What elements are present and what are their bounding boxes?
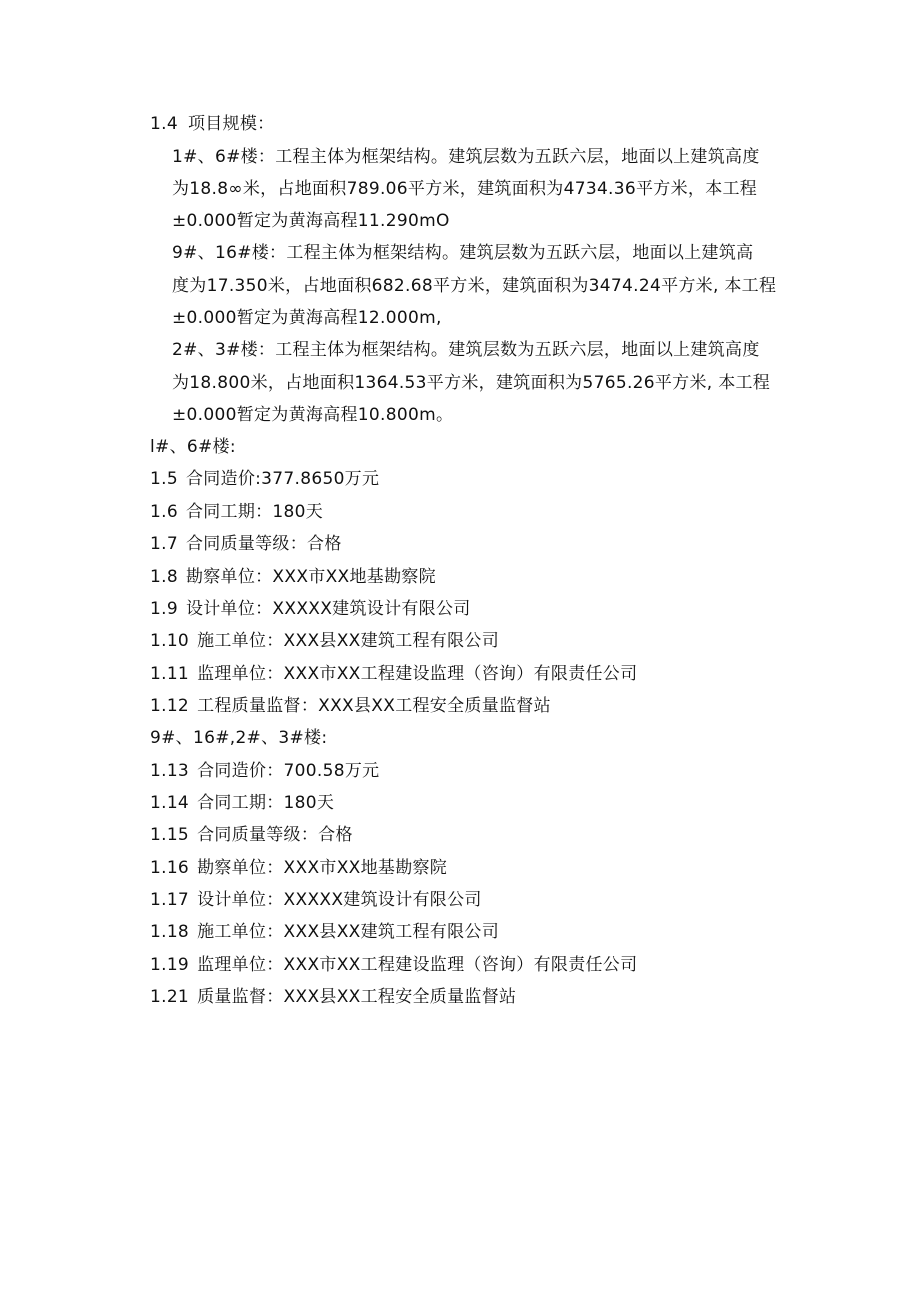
item-text: 设计单位：XXXXX建筑设计有限公司 xyxy=(197,890,482,910)
section-number: 1.4 xyxy=(150,114,178,134)
item-number: 1.21 xyxy=(150,987,190,1007)
item-number: 1.19 xyxy=(150,955,190,975)
building-9-16-line-2: 度为17.350米，占地面积682.68平方米，建筑面积为3474.24平方米, 本工程 xyxy=(172,276,777,296)
building-9-16-line-1: 9#、16#楼：工程主体为框架结构。建筑层数为五跃六层，地面以上建筑高 xyxy=(172,243,754,263)
item-text: 合同质量等级：合格 xyxy=(185,534,342,554)
item-number: 1.13 xyxy=(150,761,190,781)
list-item xyxy=(150,500,323,524)
item-number: 1.8 xyxy=(150,567,178,587)
list-item xyxy=(150,662,637,686)
list-item xyxy=(150,759,379,783)
item-text: 监理单位：XXX市XX工程建设监理（咨询）有限责任公司 xyxy=(197,955,638,975)
item-text: 施工单位：XXX县XX建筑工程有限公司 xyxy=(197,922,499,942)
building-2-3-line-3: ±0.000暂定为黄海高程10.800m。 xyxy=(172,405,454,425)
list-item xyxy=(150,694,551,718)
building-1-6-line-1: 1#、6#楼：工程主体为框架结构。建筑层数为五跃六层，地面以上建筑高度 xyxy=(172,147,760,167)
item-text: 施工单位：XXX县XX建筑工程有限公司 xyxy=(197,631,499,651)
item-text: 质量监督：XXX县XX工程安全质量监督站 xyxy=(197,987,517,1007)
list-item xyxy=(150,823,353,847)
item-number: 1.11 xyxy=(150,664,190,684)
item-number: 1.17 xyxy=(150,890,190,910)
item-text: 设计单位：XXXXX建筑设计有限公司 xyxy=(185,599,471,619)
item-text: 合同工期：180天 xyxy=(197,793,335,813)
building-2-3-line-2: 为18.800米，占地面积1364.53平方米，建筑面积为5765.26平方米, 本工程 xyxy=(172,373,771,393)
list-item xyxy=(150,791,334,815)
item-number: 1.7 xyxy=(150,534,178,554)
list-item xyxy=(150,629,499,653)
building-1-6-line-2: 为18.8∞米，占地面积789.06平方米，建筑面积为4734.36平方米，本工程 xyxy=(172,179,758,199)
list-item xyxy=(150,985,516,1009)
item-text: 工程质量监督：XXX县XX工程安全质量监督站 xyxy=(197,696,551,716)
group-a-heading: l#、6#楼: xyxy=(150,437,236,457)
item-number: 1.16 xyxy=(150,858,190,878)
building-2-3-line-1: 2#、3#楼：工程主体为框架结构。建筑层数为五跃六层，地面以上建筑高度 xyxy=(172,340,760,360)
list-item xyxy=(150,532,342,556)
item-text: 合同工期：180天 xyxy=(185,502,324,522)
item-number: 1.14 xyxy=(150,793,190,813)
item-number: 1.10 xyxy=(150,631,190,651)
item-text: 合同造价:377.8650万元 xyxy=(185,469,380,489)
list-item xyxy=(150,953,637,977)
list-item xyxy=(150,920,499,944)
item-text: 勘察单位：XXX市XX地基勘察院 xyxy=(185,567,436,587)
item-text: 监理单位：XXX市XX工程建设监理（咨询）有限责任公司 xyxy=(197,664,638,684)
item-number: 1.12 xyxy=(150,696,190,716)
item-number: 1.5 xyxy=(150,469,178,489)
item-number: 1.6 xyxy=(150,502,178,522)
list-item xyxy=(150,888,482,912)
item-number: 1.15 xyxy=(150,825,190,845)
list-item xyxy=(150,597,471,621)
group-b-heading: 9#、16#,2#、3#楼: xyxy=(150,728,328,748)
list-item xyxy=(150,856,447,880)
section-title: 项目规模： xyxy=(187,114,275,134)
building-9-16-line-3: ±0.000暂定为黄海高程12.000m, xyxy=(172,308,442,328)
building-1-6-line-3: ±0.000暂定为黄海高程11.290mO xyxy=(172,211,450,231)
item-number: 1.9 xyxy=(150,599,178,619)
list-item xyxy=(150,467,379,491)
item-text: 合同造价：700.58万元 xyxy=(197,761,380,781)
item-number: 1.18 xyxy=(150,922,190,942)
section-1-4-heading xyxy=(150,112,274,136)
item-text: 合同质量等级：合格 xyxy=(197,825,353,845)
item-text: 勘察单位：XXX市XX地基勘察院 xyxy=(197,858,448,878)
list-item xyxy=(150,565,436,589)
